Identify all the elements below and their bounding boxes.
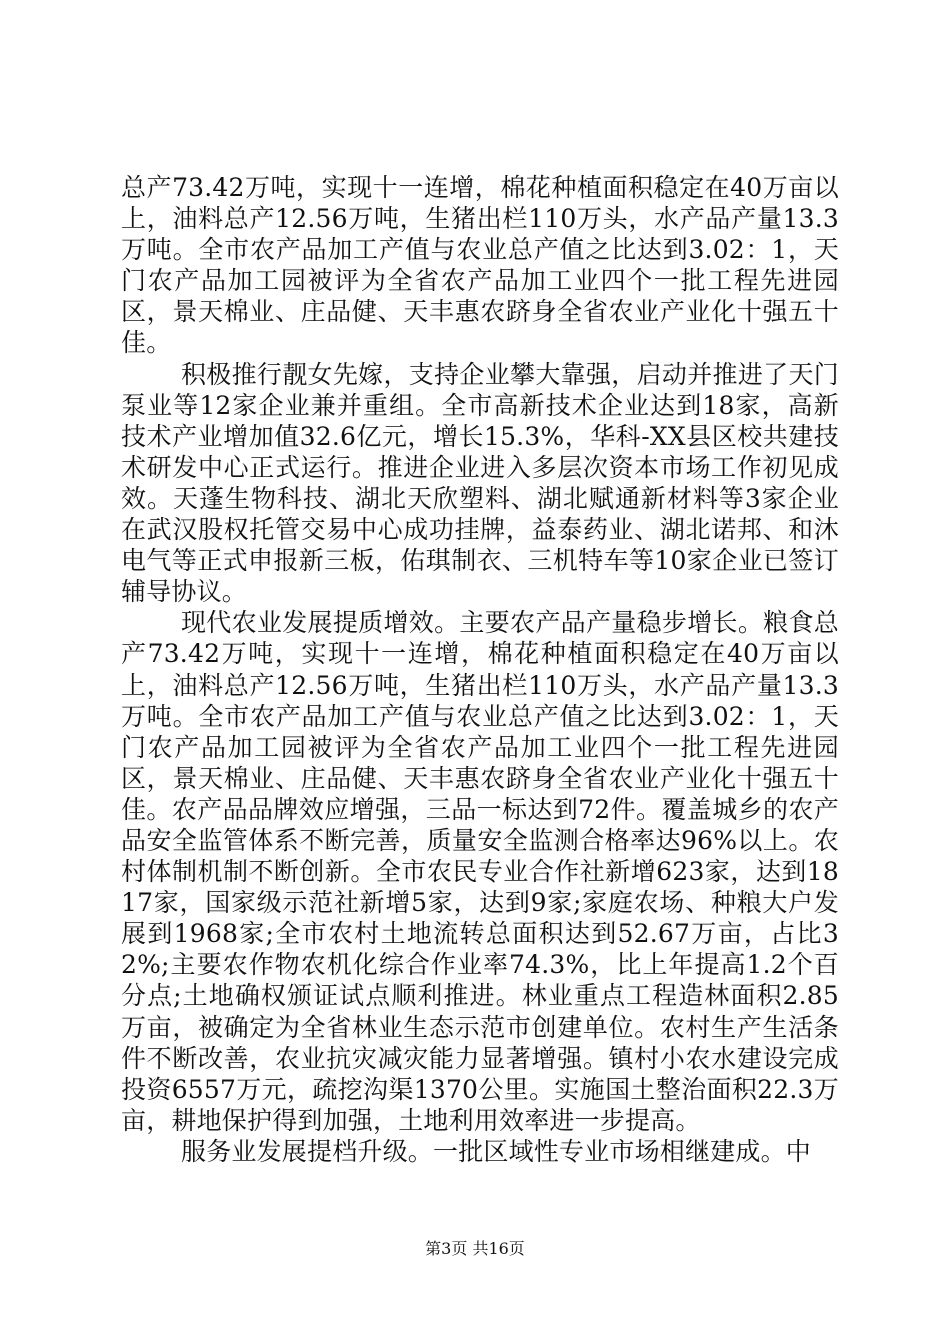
page-footer: 第3页 共16页 — [425, 1239, 525, 1258]
paragraph-services: 服务业发展提档升级。一批区域性专业市场相继建成。中 — [181, 1136, 812, 1166]
paragraph-continued: 总产73.42万吨，实现十一连增，棉花种植面积稳定在40万亩以上，油料总产12.56万吨，生猪出栏110万头，水产品产量13.3万吨。全市农产品加工产值与农业总产值之比达到3.02：1，天门农产品加工园被评为全省农产品加工业四个一批工程先进园区，景天棉业、庄品健、天丰惠农跻身全省农业产业化十强五十佳。 — [121, 173, 839, 358]
paragraph-enterprise: 积极推行靓女先嫁，支持企业攀大靠强，启动并推进了天门泵业等12家企业兼并重组。全市高新技术企业达到18家，高新技术产业增加值32.6亿元，增长15.3%，华科-XX县区校共建技术研发中心正式运行。推进企业进入多层次资本市场工作初见成效。天蓬生物科技、湖北天欣塑料、湖北赋通新材料等3家企业在武汉股权托管交易中心成功挂牌，益泰药业、湖北诺邦、和沐电气等正式申报新三板，佑琪制衣、三机特车等10家企业已签订辅导协议。 — [121, 359, 839, 607]
body-text — [121, 172, 839, 1167]
paragraph-agriculture: 现代农业发展提质增效。主要农产品产量稳步增长。粮食总产73.42万吨，实现十一连增，棉花种植面积稳定在40万亩以上，油料总产12.56万吨，生猪出栏110万头，水产品产量13.3万吨。全市农产品加工产值与农业总产值之比达到3.02：1，天门农产品加工园被评为全省农产品加工业四个一批工程先进园区，景天棉业、庄品健、天丰惠农跻身全省农业产业化十强五十佳。农产品品牌效应增强，三品一标达到72件。覆盖城乡的农产品安全监管体系不断完善，质量安全监测合格率达96%以上。农村体制机制不断创新。全市农民专业合作社新增623家，达到1817家，国家级示范社新增5家，达到9家;家庭农场、种粮大户发展到1968家;全市农村土地流转总面积达到52.67万亩，占比32%;主要农作物农机化综合作业率74.3%，比上年提高1.2个百分点;土地确权颁证试点顺利推进。林业重点工程造林面积2.85万亩，被确定为全省林业生态示范市创建单位。农村生产生活条件不断改善，农业抗灾减灾能力显著增强。镇村小农水建设完成投资6557万元，疏挖沟渠1370公里。实施国土整治面积22.3万亩，耕地保护得到加强，土地利用效率进一步提高。 — [121, 608, 839, 1135]
